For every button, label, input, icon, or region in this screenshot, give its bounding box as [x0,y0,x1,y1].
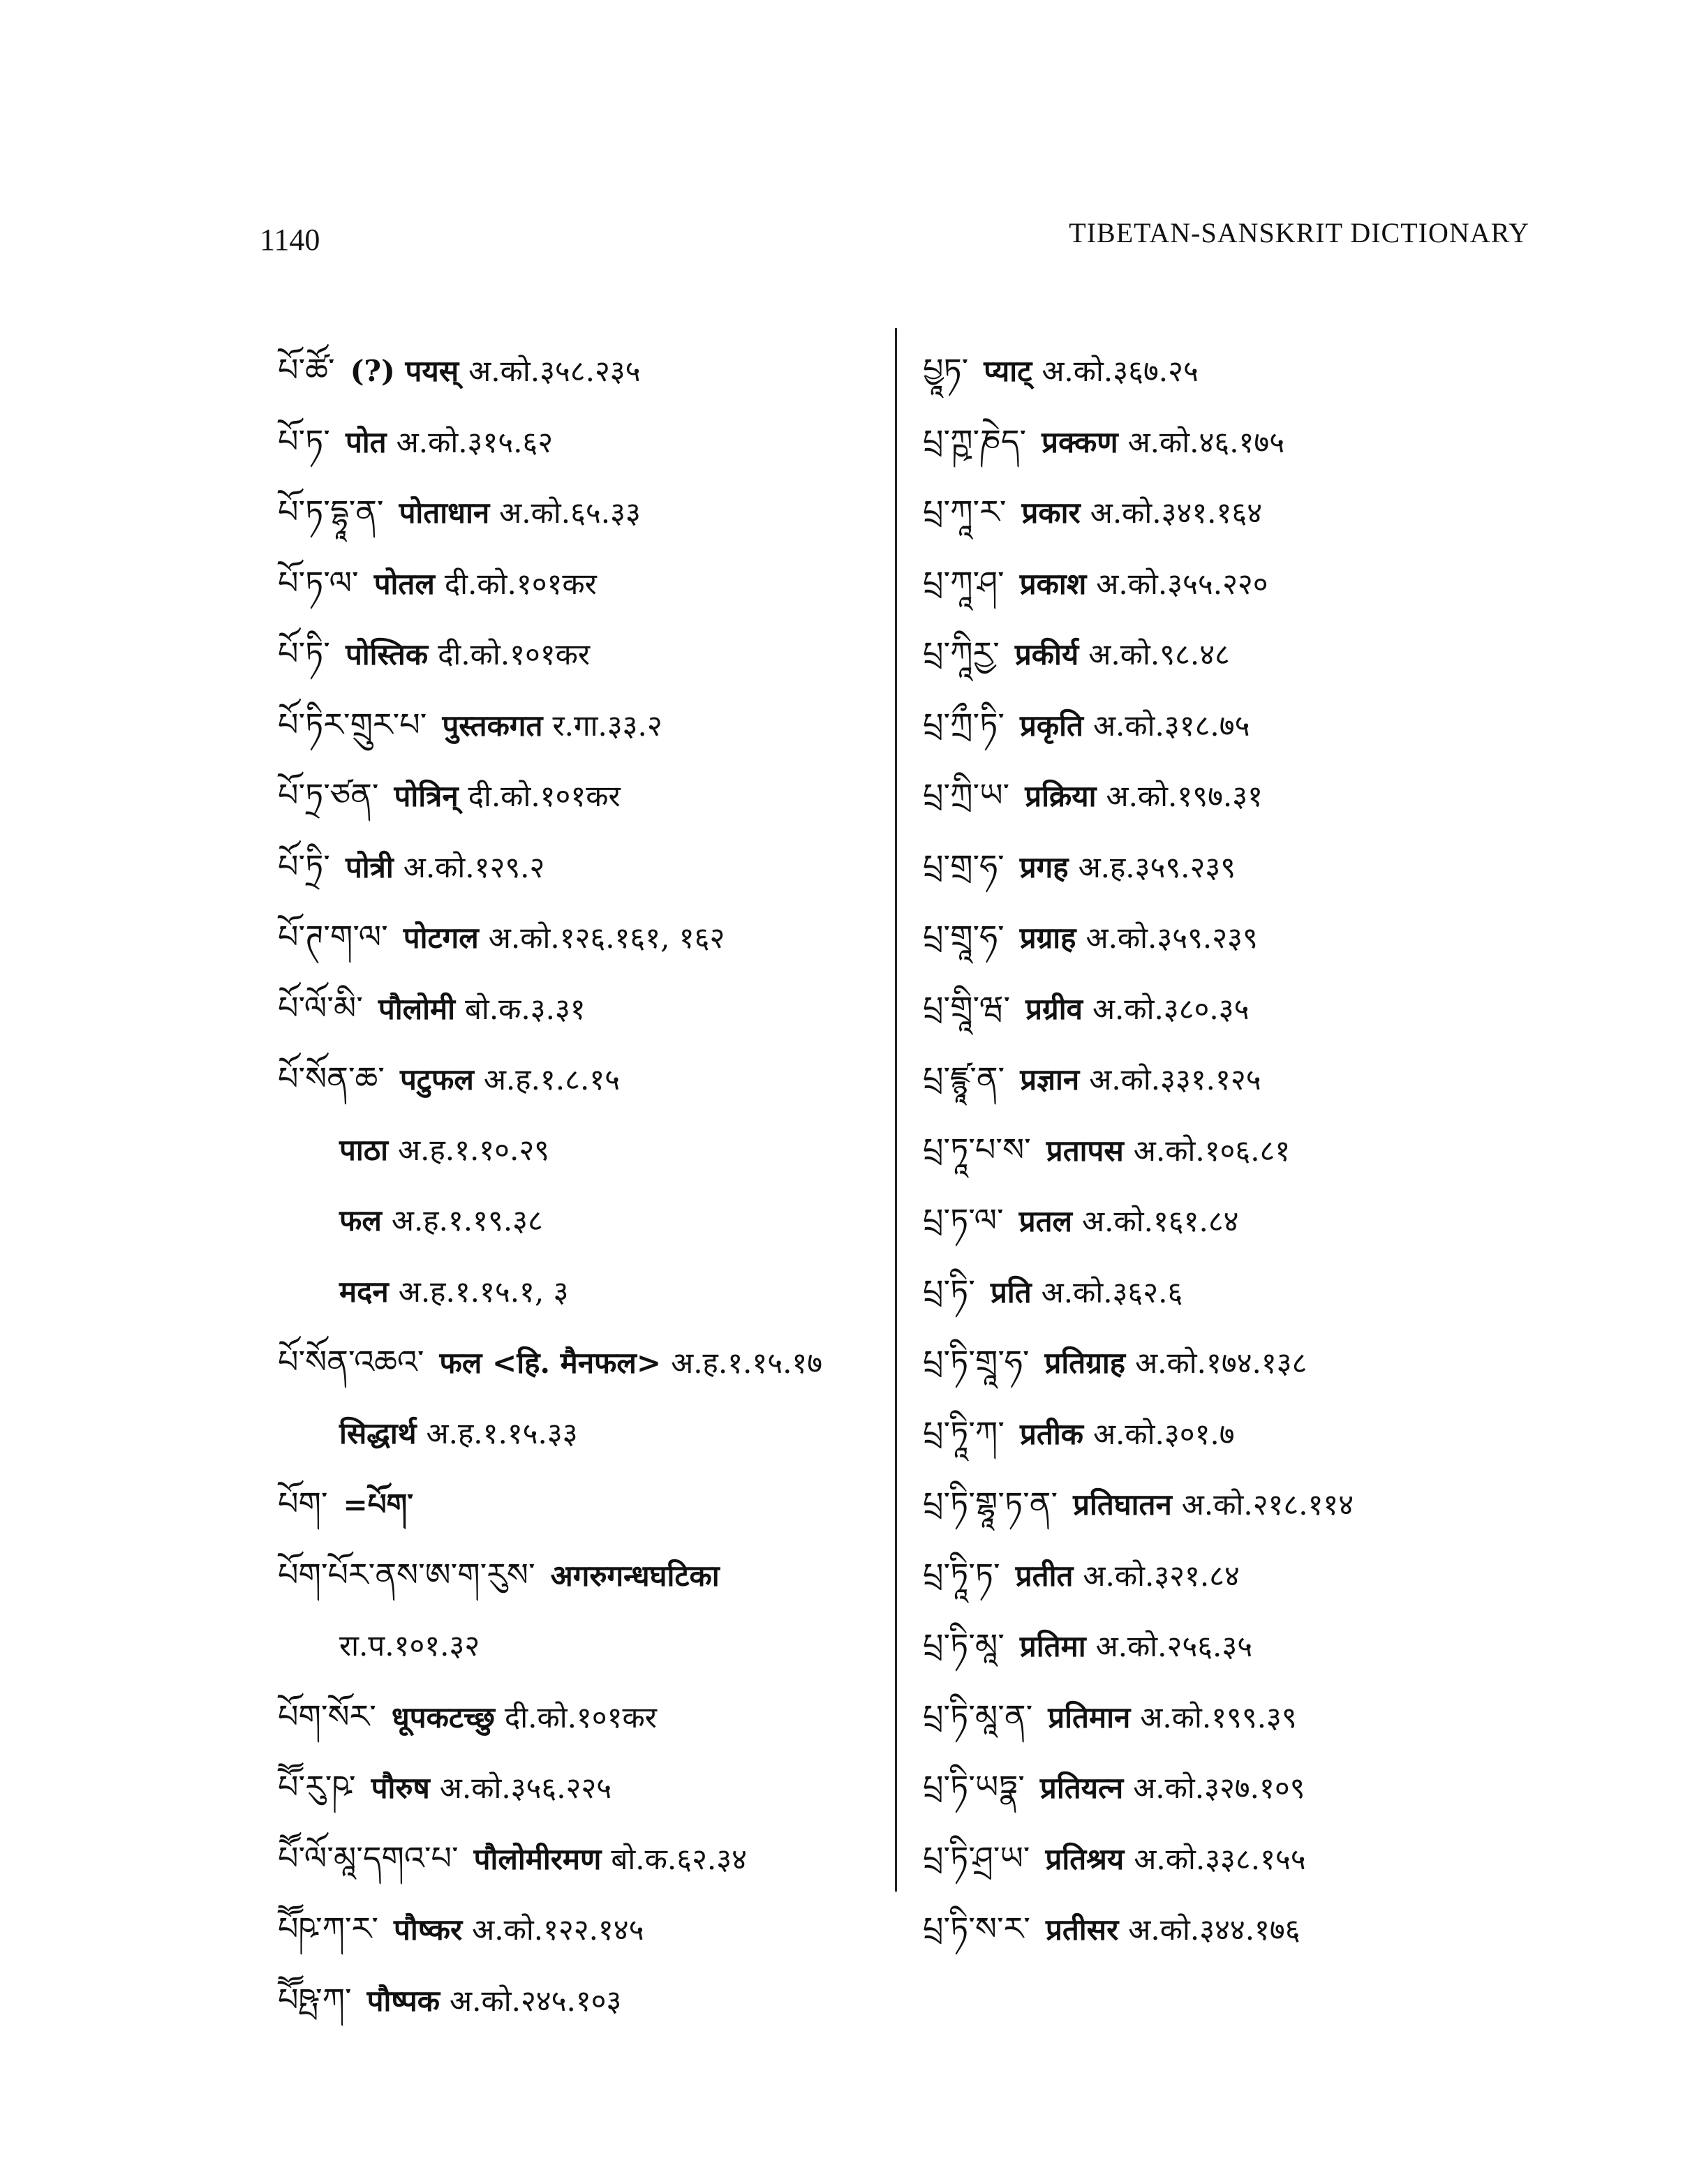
source-reference: रा.प.१०१.३२ [339,1628,480,1663]
sanskrit-equivalent: प्याट् [984,354,1032,388]
dictionary-entry [923,1752,1572,1823]
tibetan-headword: པྲ་ཀཱ་ར་ [923,493,1007,530]
tibetan-headword: པོ་ཏིར་གྲུར་པ་ [278,705,427,743]
source-reference: अ.ह.३५९.२३९ [1078,849,1236,884]
source-reference: अ.को.३३१.१२५ [1089,1062,1261,1097]
dictionary-entry [923,973,1572,1044]
tibetan-headword: པྲ་ཏཱི་ཀ་ [923,1413,1005,1452]
source-reference: अ.ह.१.१०.२९ [398,1132,550,1167]
dictionary-entry [278,1185,906,1256]
source-reference: दी.को.१०१कर [444,566,597,601]
source-reference: अ.को.३५८.२३५ [468,354,641,388]
dictionary-entry [278,1398,906,1469]
dictionary-entry [923,1043,1572,1115]
tibetan-headword: པྲ་ཀྲྀ་ཏི་ [923,705,1005,743]
sanskrit-equivalent: प्रग्रीव [1025,991,1083,1026]
source-reference: अ.को.१६१.८४ [1082,1204,1239,1238]
dictionary-entry [278,1115,906,1186]
source-reference: अ.को.१२२.१४५ [472,1912,644,1947]
tibetan-headword: པྲ་ཏཱི་ཏ་ [923,1555,1000,1594]
dictionary-entry [278,1965,906,2036]
sanskrit-equivalent: प्रतिमा [1019,1629,1086,1663]
tibetan-headword: པྲ་ཏི་མཱ་ [923,1626,1005,1664]
source-reference: अ.ह.१.१५.३३ [426,1416,578,1450]
sanskrit-equivalent: पोत्रिन् [394,779,459,813]
source-reference: बो.क.३.३१ [464,991,586,1026]
dictionary-entry [923,406,1572,477]
tibetan-headword: པྲ་ཏ་ལ་ [923,1201,1004,1239]
tibetan-headword: པྲ་ཏི་ [923,1272,975,1310]
sanskrit-equivalent: प्रक्कण [1042,424,1118,459]
sanskrit-equivalent: प्रग्राह [1019,921,1076,955]
source-reference: अ.को.३५६.२२५ [439,1771,612,1805]
dictionary-entry [278,1894,906,1965]
dictionary-entry [923,1185,1572,1256]
source-reference: अ.को.१७४.१३८ [1135,1346,1307,1380]
tibetan-headword: པོ་ཏྲ་ཙན་ [278,776,379,814]
sanskrit-equivalent: पटुफल [399,1062,474,1097]
running-title: TIBETAN-SANSKRIT DICTIONARY [1069,217,1529,248]
source-reference: अ.को.२४५.१०३ [450,1983,622,2018]
sanskrit-equivalent: पोताधान [399,496,490,530]
sanskrit-equivalent: सिद्धार्थ [339,1416,417,1450]
source-reference: अ.को.१९७.३१ [1106,779,1263,813]
dictionary-entry [923,1469,1572,1540]
dictionary-entry [278,1823,906,1894]
dictionary-entry [923,902,1572,973]
dictionary-entry [923,831,1572,902]
dictionary-entry [278,1681,906,1753]
sanskrit-equivalent: प्रकाश [1019,566,1087,601]
source-reference: अ.ह.१.१९.३८ [391,1203,543,1238]
source-reference: अ.को.३१८.७५ [1092,708,1250,743]
source-reference: अ.को.३१५.६२ [396,424,554,459]
sanskrit-equivalent: प्रक्रिया [1025,779,1097,813]
dictionary-entry [923,1823,1572,1894]
tibetan-headword: པོ་ཊ་ག་ལ་ [278,918,388,956]
dictionary-entry [923,760,1572,831]
source-reference: दी.को.१०१कर [504,1700,657,1734]
source-reference: अ.को.३६२.६ [1041,1275,1183,1309]
tibetan-headword: པོ་ལོ་མི་ [278,988,363,1027]
tibetan-headword: པྲ་ཏི་ཤྲ་ཡ་ [923,1838,1030,1877]
source-reference: अ.ह.१.१५.१७ [671,1346,823,1380]
source-reference: अ.को.२५६.३५ [1095,1629,1253,1663]
source-reference: अ.को.१०६.८१ [1133,1133,1291,1168]
sanskrit-equivalent: (?) पयस् [350,354,459,388]
source-reference: दी.को.१०१कर [468,779,621,813]
sanskrit-equivalent: पोस्तिक [345,637,429,671]
tibetan-headword: པྲ་ཀྵ་ཎེད་ [923,422,1027,460]
source-reference: अ.को.३२१.८४ [1083,1558,1240,1593]
dictionary-entry [923,1327,1572,1398]
page-number: 1140 [260,223,320,257]
tibetan-headword: པྲ་ཏི་གྲཱ་ཧ་ [923,1343,1030,1381]
dictionary-entry [278,831,906,902]
dictionary-entry [278,1327,906,1398]
sanskrit-equivalent: पोटगल [403,921,479,955]
sanskrit-equivalent: प्रज्ञान [1020,1062,1080,1097]
sanskrit-equivalent: प्रतिघातन [1073,1487,1172,1522]
dictionary-entry [923,1610,1572,1681]
sanskrit-equivalent: प्रकृति [1019,708,1083,743]
tibetan-headword: པོ་ཏ་ [278,422,330,460]
sanskrit-equivalent: प्रति [990,1275,1032,1309]
tibetan-headword: པོ་སོན་འཆའ་ [278,1343,424,1381]
tibetan-headword: པྲ་ཏི་ས་ར་ [923,1910,1030,1947]
dictionary-entry [923,1115,1572,1186]
tibetan-headword: པཽཥ་ཀ་ར་ [278,1910,378,1947]
dictionary-entry [923,1894,1572,1965]
dictionary-entry [923,690,1572,761]
tibetan-headword: པཽ་རུ་ཥ་ [278,1768,356,1806]
source-reference: अ.को.३२७.१०९ [1133,1771,1305,1805]
dictionary-entry [278,760,906,831]
source-reference: अ.को.१२६.१६१, १६२ [488,921,725,955]
tibetan-headword: པྲ་གྲ་ཧ་ [923,847,1005,885]
sanskrit-equivalent: प्रतापस [1046,1133,1124,1168]
source-reference: बो.क.६२.३४ [611,1841,747,1876]
sanskrit-equivalent: प्रकीर्य [1014,637,1079,671]
tibetan-headword: པྲ་ཏི་གྷཱ་ཏ་ན་ [923,1485,1058,1522]
tibetan-headword: པོག་པོར་ནས་ཨ་ག་རུས་ [278,1555,535,1594]
sanskrit-equivalent: प्रकार [1021,496,1081,530]
dictionary-entry [278,1610,906,1681]
sanskrit-equivalent: पौरुष [371,1771,430,1805]
dictionary-entry [278,1256,906,1328]
source-reference: अ.को.३४१.१६४ [1090,496,1263,530]
source-reference: अ.को.३३८.१५५ [1134,1841,1306,1876]
sanskrit-equivalent: मदन [339,1274,389,1309]
dictionary-entry [923,477,1572,548]
sanskrit-equivalent: धूपकटच्छु [391,1700,495,1734]
tibetan-headword: པྲ་གྲཱི་ཝ་ [923,988,1011,1027]
source-reference: अ.ह.१.८.१५ [483,1062,620,1097]
tibetan-headword: པཽ་ལོ་མཱ་དགའ་པ་ [278,1838,459,1877]
source-reference: अ.को.३५५.२२० [1096,566,1268,601]
dictionary-entry [278,690,906,761]
source-reference: अ.को.३५९.२३९ [1085,921,1258,955]
sanskrit-equivalent: पौष्पक [366,1983,440,2018]
dictionary-entry [278,335,906,406]
sanskrit-equivalent: पौष्कर [393,1912,463,1947]
source-reference: अ.को.१९९.३९ [1140,1700,1297,1734]
tibetan-headword: པྱཱཏ་ [923,351,969,389]
sanskrit-equivalent: =པོག་ [343,1487,414,1522]
sanskrit-equivalent: प्रतीक [1019,1416,1083,1451]
sanskrit-equivalent: पोत्री [345,849,394,884]
dictionary-entry [278,1043,906,1115]
sanskrit-equivalent: प्रतिग्राह [1044,1346,1126,1380]
tibetan-headword: པོ་ཏི་ [278,634,330,672]
column-divider [895,328,897,1892]
left-column [278,335,906,2035]
source-reference: अ.को.३६७.२५ [1042,354,1199,388]
tibetan-headword: པྲ་ཀཱ་ཤ་ [923,563,1005,602]
source-reference: अ.को.९८.४८ [1088,637,1230,671]
right-column [923,335,1572,1965]
dictionary-entry [278,1469,906,1540]
source-reference: र.गा.३३.२ [552,708,662,743]
source-reference: अ.को.२१८.११४ [1181,1487,1354,1522]
dictionary-entry [923,618,1572,690]
tibetan-headword: པོ་ཏྲི་ [278,847,330,885]
tibetan-headword: པོ་ཏ་ལ་ [278,563,359,602]
tibetan-headword: པྲ་ཏཱ་པ་ས་ [923,1130,1031,1168]
sanskrit-equivalent: प्रतीसर [1045,1912,1119,1947]
dictionary-entry [278,902,906,973]
sanskrit-equivalent: प्रतियत्न [1039,1771,1124,1805]
dictionary-entry [278,973,906,1044]
tibetan-headword: པོག་སོར་ [278,1697,376,1735]
source-reference: अ.को.१२९.२ [403,849,545,884]
sanskrit-equivalent: फल [339,1203,382,1238]
source-reference: अ.को.३०१.७ [1092,1416,1235,1451]
tibetan-headword: པྲ་ཀཱིརྱ་ [923,634,1000,672]
sanskrit-equivalent: पोतल [373,566,435,601]
dictionary-entry [278,618,906,690]
tibetan-headword: པྲ་ཛྙཱ་ན་ [923,1060,1005,1097]
dictionary-entry [923,1398,1572,1469]
sanskrit-equivalent: पौलोमी [378,991,455,1026]
source-reference: अ.को.३४४.१७६ [1128,1912,1300,1947]
sanskrit-equivalent: पौलोमीरमण [473,1841,602,1876]
tibetan-headword: པོ་ཏ་དྷཱ་ན་ [278,493,384,530]
tibetan-headword: པྲ་གྲཱ་ཧ་ [923,918,1005,956]
tibetan-headword: པོ་སོན་ཆ་ [278,1060,385,1097]
source-reference: अ.ह.१.१५.१, ३ [398,1274,569,1309]
dictionary-entry [923,548,1572,619]
tibetan-headword: པྲ་ཀྲི་ཡ་ [923,776,1010,814]
tibetan-headword: པོ་ཚོ་ [278,351,335,389]
dictionary-entry [923,1681,1572,1753]
source-reference: दी.को.१०१कर [438,637,591,671]
sanskrit-equivalent: पोत [345,424,387,459]
source-reference: अ.को.४६.१७५ [1127,424,1285,459]
dictionary-entry [278,406,906,477]
tibetan-headword: པཽཥྤ་ཀ་ [278,1980,352,2019]
sanskrit-equivalent: पुस्तकगत [442,708,543,743]
sanskrit-equivalent: प्रतल [1018,1204,1073,1238]
dictionary-entry [278,1540,906,1611]
tibetan-headword: པོག་ [278,1485,328,1522]
dictionary-entry [923,1256,1572,1328]
sanskrit-equivalent: फल <हि. मैनफल> [439,1346,662,1380]
source-reference: अ.को.३८०.३५ [1092,991,1250,1026]
tibetan-headword: པྲ་ཏི་མཱ་ན་ [923,1697,1033,1735]
sanskrit-equivalent: पाठा [339,1132,389,1167]
source-reference: अ.को.६५.३३ [499,496,641,530]
sanskrit-equivalent: अगरुगन्धघटिका [550,1558,720,1593]
dictionary-entry [923,335,1572,406]
tibetan-headword: པྲ་ཏི་ཡཏྣ་ [923,1768,1025,1806]
dictionary-entry [278,477,906,548]
dictionary-entry [278,1752,906,1823]
sanskrit-equivalent: प्रतीत [1015,1558,1074,1593]
sanskrit-equivalent: प्रतिमान [1048,1700,1131,1734]
dictionary-entry [923,1540,1572,1611]
sanskrit-equivalent: प्रतिश्रय [1045,1841,1125,1876]
sanskrit-equivalent: प्रगह [1019,849,1069,884]
dictionary-entry [278,548,906,619]
